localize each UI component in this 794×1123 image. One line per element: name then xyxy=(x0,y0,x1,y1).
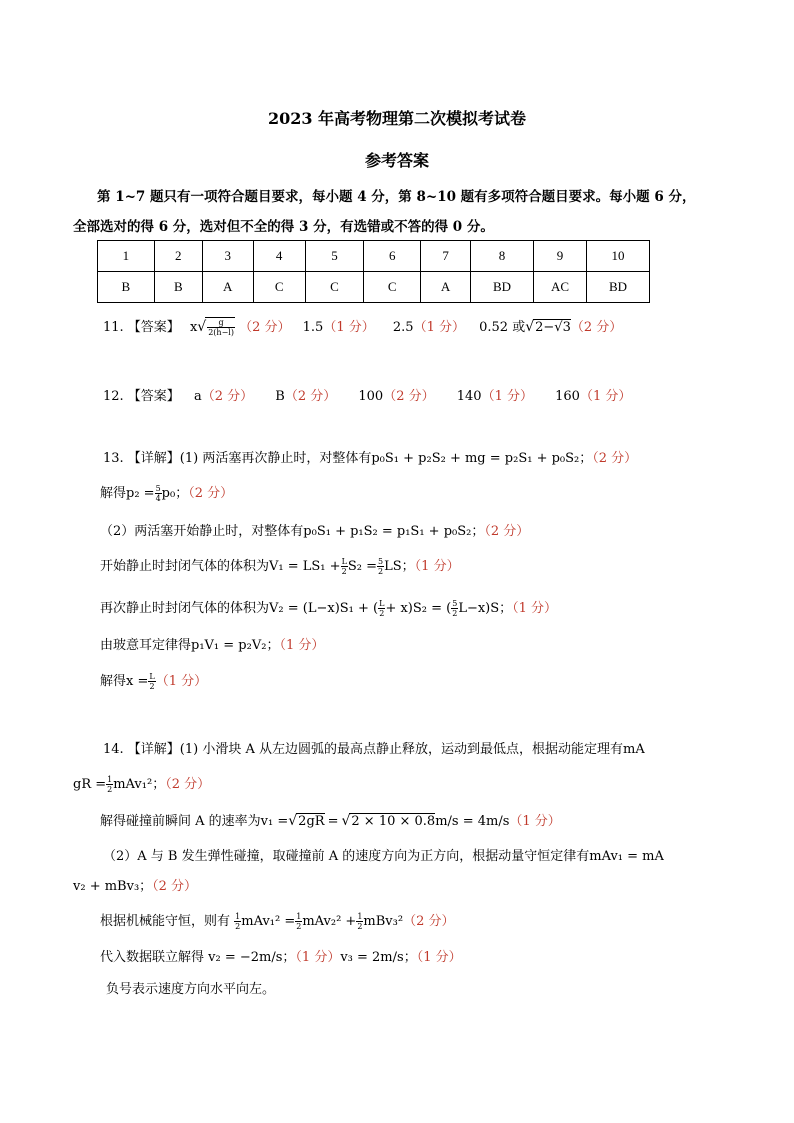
q14-equation-5: v₂ + mBv₃； xyxy=(73,879,153,894)
table-cell: 4 xyxy=(253,241,305,272)
q13-equation-6: p₁V₁ = p₂V₂； xyxy=(191,638,280,653)
table-cell: 3 xyxy=(202,241,253,272)
q11-value-4: 0.52 或 xyxy=(479,320,526,335)
q14-equation-2a: gR = xyxy=(73,777,107,792)
q13-line-2 xyxy=(100,482,233,503)
q13-points-4: （1 分） xyxy=(414,559,460,574)
q12-answer-2: B xyxy=(275,389,285,404)
q13-line-3 xyxy=(100,520,529,539)
fraction-numerator: L xyxy=(379,599,385,608)
q11-frac-den: 2(h−l) xyxy=(208,328,234,337)
q13-line-6 xyxy=(100,634,324,653)
table-cell: 5 xyxy=(305,241,364,272)
q13-equation-2a: p₂ = xyxy=(126,486,155,501)
q14-equation-3c: m/s = 4m/s xyxy=(435,814,510,829)
q11-label: 11. 【答案】 xyxy=(103,320,180,335)
fraction-numerator: 1 xyxy=(235,912,241,921)
table-row-numbers xyxy=(98,241,650,272)
table-cell: AC xyxy=(533,272,586,303)
q11-points-1: （2 分） xyxy=(239,320,291,335)
q13-text-5: 再次静止时封闭气体的体积为 xyxy=(100,601,270,616)
q14-equation-3a: v₁ = xyxy=(260,814,289,829)
q13-text-7: 解得 xyxy=(100,674,127,689)
fraction-numerator: 1 xyxy=(357,912,363,921)
q14-line-6 xyxy=(100,910,454,931)
table-cell: 1 xyxy=(98,241,155,272)
q13-text-1: 13. 【详解】(1) 两活塞再次静止时，对整体有 xyxy=(103,451,372,466)
table-cell: A xyxy=(202,272,253,303)
q12-answer-4: 140 xyxy=(456,389,482,404)
q14-line-1 xyxy=(103,738,645,757)
q14-equation-4: mAv₁ = mA xyxy=(589,849,664,864)
table-cell: 9 xyxy=(533,241,586,272)
q13-equation-7: x = xyxy=(126,674,149,689)
fraction-numerator: L xyxy=(149,672,155,681)
q13-line-4 xyxy=(100,555,460,576)
q14-equation-2b: mAv₁²； xyxy=(113,777,166,792)
q13-line-5 xyxy=(100,597,557,618)
instructions-line-2: 全部选对的得 6 分，选对但不全的得 3 分，有选错或不答的得 0 分。 xyxy=(73,219,494,235)
q13-equation-5c: L−x)S； xyxy=(458,601,513,616)
q14-points-3: （1 分） xyxy=(509,814,561,829)
q12-points-3: （2 分） xyxy=(383,389,435,404)
q12-answer-3: 100 xyxy=(358,389,384,404)
q13-equation-3: p₀S₁ + p₁S₂ = p₁S₁ + p₀S₂； xyxy=(303,524,485,539)
q14-equation-6b: mAv₂² + xyxy=(302,914,357,929)
q11-value-2: 1.5 xyxy=(302,320,324,335)
q14-equation-3b: = xyxy=(327,814,339,829)
q12-answer-5: 160 xyxy=(555,389,580,404)
fraction-denominator: 2 xyxy=(452,609,458,618)
fraction-denominator: 2 xyxy=(357,922,363,931)
table-cell: B xyxy=(154,272,202,303)
q13-text-6: 由玻意耳定律得 xyxy=(100,638,192,653)
q14-points-7a: （1 分） xyxy=(295,950,341,965)
table-cell: C xyxy=(364,272,421,303)
q14-points-5: （2 分） xyxy=(152,879,198,894)
sqrt-icon: √ xyxy=(288,813,298,829)
table-cell: BD xyxy=(471,272,534,303)
q14-line-8: 负号表示速度方向水平向左。 xyxy=(106,982,276,997)
fraction-numerator: 5 xyxy=(378,557,384,566)
q13-text-4: 开始静止时封闭气体的体积为 xyxy=(100,559,270,574)
q12-line xyxy=(103,385,631,404)
answer-table xyxy=(97,240,650,303)
q11-frac-num: g xyxy=(207,318,235,328)
q13-points-5: （1 分） xyxy=(512,601,558,616)
instructions-line-1: 第 1~7 题只有一项符合题目要求，每小题 4 分，第 8~10 题有多项符合题目要求。每小题 6 分， xyxy=(97,189,696,205)
table-cell: C xyxy=(305,272,364,303)
q14-points-2: （2 分） xyxy=(165,777,211,792)
q14-text-4: （2）A 与 B 发生弹性碰撞，取碰撞前 A 的速度方向为正方向，根据动量守恒定律有 xyxy=(103,849,590,864)
q14-equation-1: mA xyxy=(623,742,645,757)
fraction-numerator: 1 xyxy=(296,912,302,921)
q11-points-3: （1 分） xyxy=(413,320,465,335)
fraction-denominator: 2 xyxy=(341,567,347,576)
q11-value-4-radicand: 2−√3 xyxy=(535,320,571,335)
fraction-denominator: 2 xyxy=(235,922,241,931)
q13-line-7 xyxy=(100,670,207,691)
q14-text-1: 14. 【详解】(1) 小滑块 A 从左边圆弧的最高点静止释放，运动到最低点，根据动能定理有 xyxy=(103,742,624,757)
q13-equation-4b: S₂ = xyxy=(347,559,378,574)
q12-answer-1: a xyxy=(193,389,202,404)
page-subtitle: 参考答案 xyxy=(364,151,429,170)
table-cell: B xyxy=(98,272,155,303)
table-cell: 7 xyxy=(421,241,471,272)
table-cell: A xyxy=(421,272,471,303)
table-cell: BD xyxy=(587,272,650,303)
fraction-denominator: 2 xyxy=(149,682,155,691)
q11-points-4: （2 分） xyxy=(570,320,623,335)
q14-equation-7a: v₂ = −2m/s； xyxy=(208,950,296,965)
q12-points-2: （2 分） xyxy=(284,389,337,404)
q12-points-1: （2 分） xyxy=(201,389,254,404)
q13-points-7: （1 分） xyxy=(155,674,208,689)
q13-equation-4c: LS； xyxy=(384,559,415,574)
q11-value-3: 2.5 xyxy=(392,320,414,335)
q14-line-4 xyxy=(103,845,664,864)
q14-line-2 xyxy=(73,773,210,794)
q14-line-3 xyxy=(100,810,561,829)
fraction-denominator: 2 xyxy=(378,567,384,576)
table-cell: 2 xyxy=(154,241,202,272)
q13-points-2: （2 分） xyxy=(188,486,234,501)
q14-text-6: 根据机械能守恒，则有 xyxy=(100,914,231,929)
q14-equation-6c: mBv₃² xyxy=(363,914,404,929)
fraction-denominator: 4 xyxy=(155,494,161,503)
fraction-numerator: 5 xyxy=(155,484,161,493)
table-cell: C xyxy=(253,272,305,303)
q13-points-1: （2 分） xyxy=(592,451,638,466)
q13-equation-2b: p₀； xyxy=(161,486,189,501)
q13-text-2: 解得 xyxy=(100,486,127,501)
q13-equation-1: p₀S₁ + p₂S₂ + mg = p₂S₁ + p₀S₂； xyxy=(371,451,593,466)
table-row-answers xyxy=(98,272,650,303)
q13-equation-4a: V₁ = LS₁ + xyxy=(269,559,341,574)
q11-line xyxy=(103,316,622,337)
q13-equation-5a: V₂ = (L−x)S₁ + ( xyxy=(269,601,379,616)
q12-points-5: （1 分） xyxy=(579,389,632,404)
q12-points-4: （1 分） xyxy=(481,389,533,404)
q11-x: x xyxy=(189,320,198,335)
fraction-denominator: 2 xyxy=(379,609,385,618)
table-cell: 10 xyxy=(587,241,650,272)
q13-points-6: （1 分） xyxy=(279,638,325,653)
q14-points-6: （2 分） xyxy=(403,914,455,929)
q14-text-7: 代入数据联立解得 xyxy=(100,950,205,965)
fraction-denominator: 2 xyxy=(296,922,302,931)
q13-points-3: （2 分） xyxy=(484,524,530,539)
sqrt-icon: √ xyxy=(525,319,535,335)
q14-radicand-1: 2gR xyxy=(298,814,325,829)
q14-radicand-2: 2 × 10 × 0.8 xyxy=(351,814,436,829)
table-cell: 8 xyxy=(471,241,534,272)
q13-line-1 xyxy=(103,447,637,466)
fraction-numerator: L xyxy=(341,557,347,566)
q14-line-5 xyxy=(73,875,197,894)
q14-text-3: 解得碰撞前瞬间 A 的速率为 xyxy=(100,814,261,829)
q13-equation-5b: + x)S₂ = ( xyxy=(385,601,452,616)
q14-line-7 xyxy=(100,946,462,965)
sqrt-icon: √ xyxy=(341,813,351,829)
page-title: 2023 年高考物理第二次模拟考试卷 xyxy=(267,109,527,128)
sqrt-icon: √ xyxy=(197,319,207,335)
fraction-denominator: 2 xyxy=(107,785,113,794)
table-cell: 6 xyxy=(364,241,421,272)
q14-points-7b: （1 分） xyxy=(416,950,462,965)
q13-text-3: （2）两活塞开始静止时，对整体有 xyxy=(100,524,304,539)
q11-points-2: （1 分） xyxy=(323,320,375,335)
fraction-numerator: 1 xyxy=(107,775,113,784)
q14-equation-7b: v₃ = 2m/s； xyxy=(340,950,417,965)
q12-label: 12. 【答案】 xyxy=(103,389,180,404)
fraction-numerator: 5 xyxy=(452,599,458,608)
q14-equation-6a: mAv₁² = xyxy=(241,914,296,929)
